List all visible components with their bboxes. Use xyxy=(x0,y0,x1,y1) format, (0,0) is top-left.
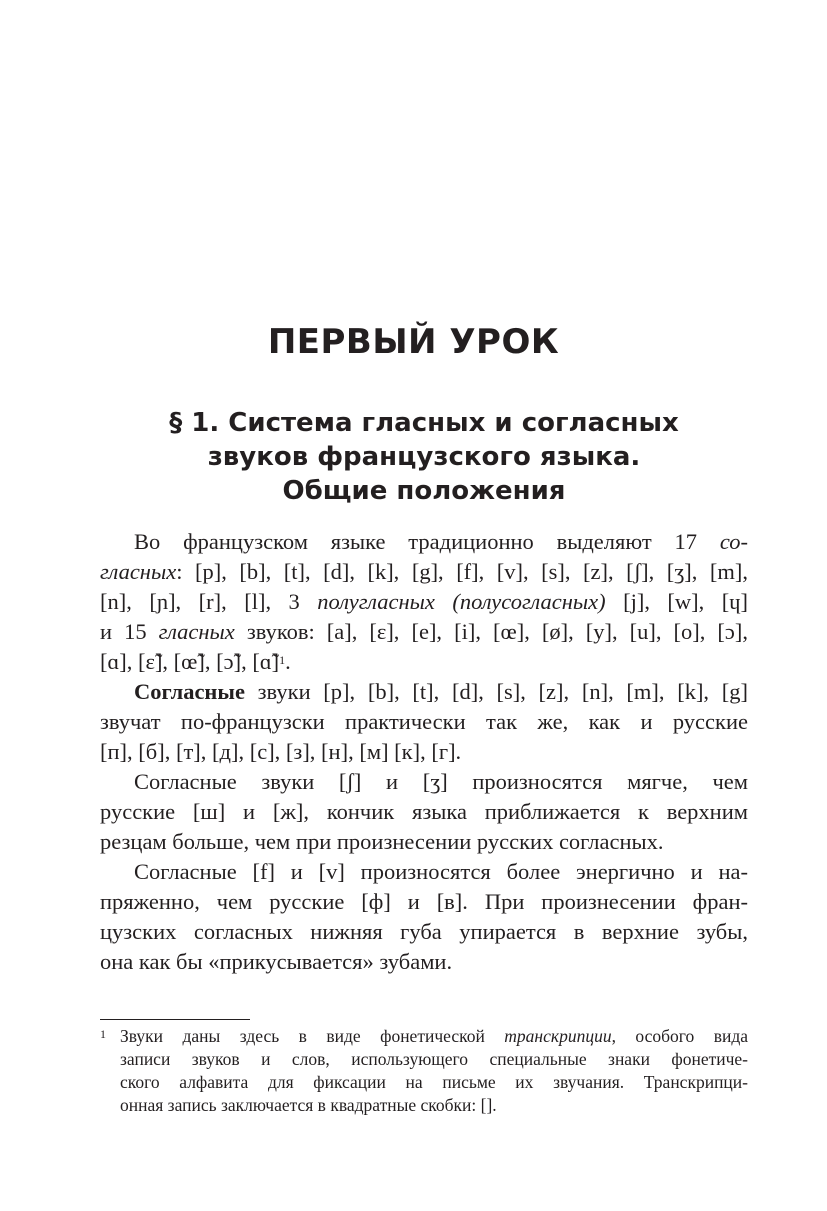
bold-term: Согласные xyxy=(134,679,245,704)
italic-term: полугласных (полусогласных) xyxy=(317,589,606,614)
section-title-line: Общие положения xyxy=(282,476,566,506)
text-line xyxy=(100,587,748,617)
text-run: звуков: [a], [ɛ], [e], [i], [œ], [ø], [y], [u], [o], [ɔ], xyxy=(234,619,748,644)
footnote-divider xyxy=(100,1019,250,1020)
text-line: русские [ш] и [ж], кончик языка приближается к верхним xyxy=(100,799,748,824)
text-line xyxy=(120,1025,748,1048)
text-line: ского алфавита для фиксации на письме их звучания. Транскрипци- xyxy=(120,1072,748,1092)
paragraph-1 xyxy=(100,527,748,677)
body-text xyxy=(100,527,748,977)
section-title-line: § 1. Система гласных и согласных xyxy=(169,408,679,438)
text-line xyxy=(100,677,748,707)
italic-term: гласных xyxy=(100,559,177,584)
section-title xyxy=(100,406,748,508)
text-line: записи звуков и слов, использующего специальные знаки фонетиче- xyxy=(120,1049,748,1069)
text-line: Согласные звуки [ʃ] и [ʒ] произносятся мягче, чем xyxy=(134,769,748,794)
footnote-mark: 1 xyxy=(100,1027,106,1041)
paragraph-3 xyxy=(100,767,748,857)
paragraph-4 xyxy=(100,857,748,977)
lesson-title: ПЕРВЫЙ УРОК xyxy=(267,322,560,362)
text-line: пряженно, чем русские [ф] и [в]. При произнесении фран- xyxy=(100,889,748,914)
footnote-body xyxy=(120,1025,748,1117)
text-run: Во французском языке традиционно выделяют 17 xyxy=(134,529,720,554)
text-run: , особого вида xyxy=(611,1026,748,1046)
text-line xyxy=(100,557,748,587)
text-run: [n], [ɲ], [r], [l], 3 xyxy=(100,589,318,614)
italic-term: со- xyxy=(719,529,748,554)
text-line: [п], [б], [т], [д], [с], [з], [н], [м] [к], [г]. xyxy=(100,739,462,764)
text-line: Согласные [f] и [v] произносятся более энергично и на- xyxy=(134,859,748,884)
text-run: . xyxy=(285,649,291,674)
text-line: резцам больше, чем при произнесении русских согласных. xyxy=(100,829,664,854)
text-line: звучат по-французски практически так же, как и русские xyxy=(100,709,748,734)
section-title-line: звуков французского языка. xyxy=(207,442,641,472)
text-line: она как бы «прикусывается» зубами. xyxy=(100,949,453,974)
text-line: цузских согласных нижняя губа упирается в верхние зубы, xyxy=(100,919,748,944)
footnote-ref: 1 xyxy=(279,653,286,667)
text-line xyxy=(100,617,748,647)
text-run: и 15 xyxy=(100,619,159,644)
text-line: онная запись заключается в квадратные скобки: []. xyxy=(120,1095,497,1115)
text-run: : [p], [b], [t], [d], [k], [g], [f], [v], [s], [z], [ʃ], [ʒ], [m], xyxy=(176,559,748,584)
text-line xyxy=(100,527,748,557)
paragraph-2 xyxy=(100,677,748,767)
text-line xyxy=(100,647,748,677)
text-run: Звуки даны здесь в виде фонетической xyxy=(120,1026,505,1046)
text-run: [j], [w], [ɥ] xyxy=(605,589,748,614)
footnote xyxy=(100,1025,748,1117)
italic-term: транскрипции xyxy=(504,1026,612,1046)
text-run: [ɑ], [ɛ̃], [œ̃], [ɔ̃], [ɑ̃] xyxy=(100,649,280,674)
italic-term: гласных xyxy=(158,619,235,644)
text-run: звуки [p], [b], [t], [d], [s], [z], [n], [m], [k], [g] xyxy=(244,679,748,704)
